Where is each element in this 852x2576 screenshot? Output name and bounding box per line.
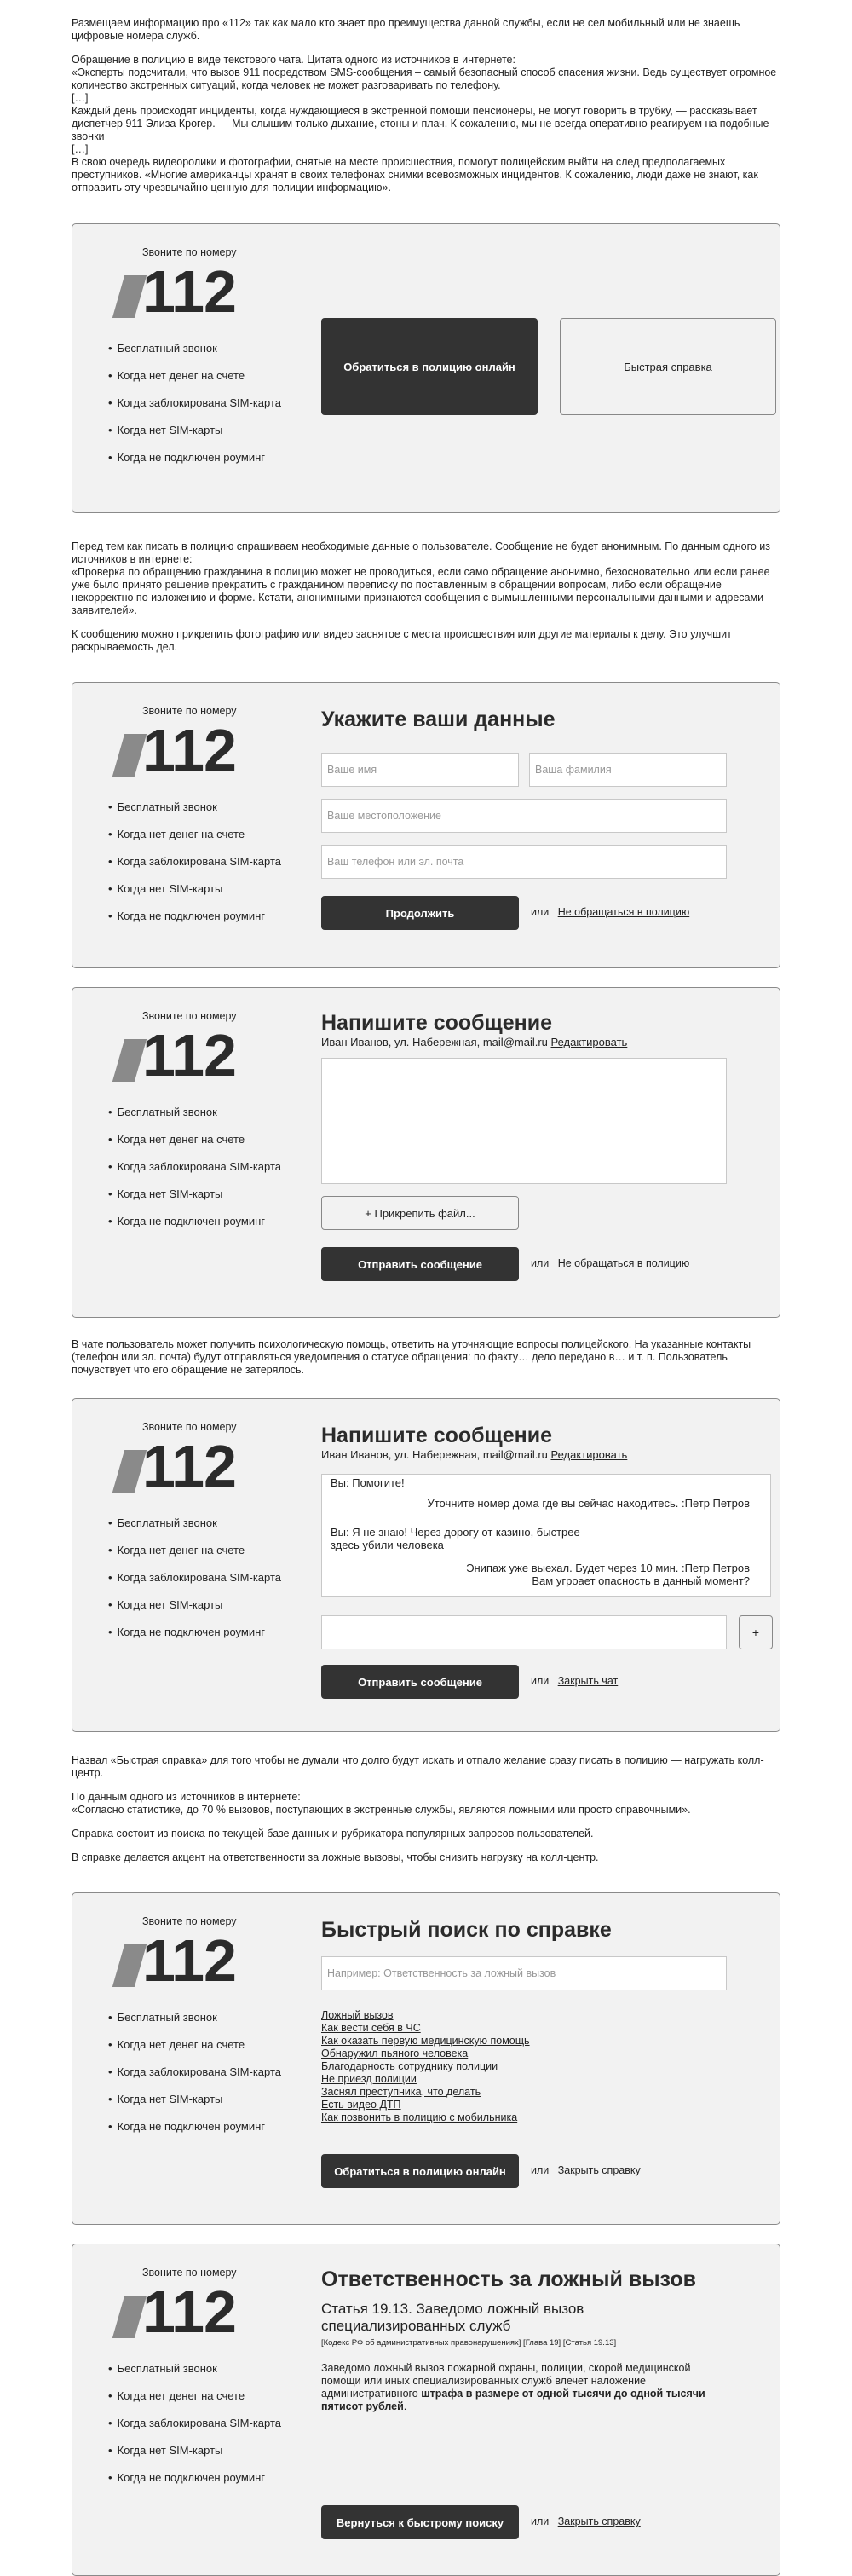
feature-item: • Когда заблокирована SIM-карта <box>108 1571 281 1598</box>
text-paragraph: «Проверка по обращению гражданина в полицию может не проводиться, если само обращение анонимно, безосновательно или если ранее уже было принято решение прекратить с гражданином переписку по поставленным в обращении вопросам, либо если обращение некорректно по изложению и форме. Кстати, анонимными признаются сообщения с вымышленными персональными данными и адресами заявителей». <box>72 566 770 616</box>
panel-title: Быстрый поиск по справке <box>321 1918 612 1942</box>
logo-112 <box>118 1022 246 1089</box>
article-body-end: . <box>403 2400 407 2412</box>
feature-item: • Когда нет SIM-карты <box>108 1187 281 1215</box>
logo-number: 112 <box>142 258 236 325</box>
article-body-bold: штрафа в размере от одной тысячи до одной тысячи пятисот рублей <box>321 2388 705 2412</box>
feature-item: • Когда заблокирована SIM-карта <box>108 2417 281 2444</box>
logo-number: 112 <box>142 1433 236 1499</box>
text-paragraph: В чате пользователь может получить психологическую помощь, ответить на уточняющие вопросы полицейского. На указанные контакты (телефон или эл. почта) будут отправляться уведомления о статусе обращения: по факту… дело передано в… и т. п. Пользователь почувствует что его обращение не затерялось. <box>72 1338 751 1376</box>
police-online-button[interactable]: Обратиться в полицию онлайн <box>321 318 538 415</box>
or-label: или <box>531 2164 550 2176</box>
intro-paragraph: Каждый день происходят инциденты, когда нуждающиеся в экстренной помощи пенсионеры, не могут говорить в трубку, — рассказывает диспетчер 911 Элиза Крогер. — Мы слышим только дыхание, стоны и плач. К сожалению, мы не всегда оперативно реагируем на подобные звонки <box>72 105 769 142</box>
help-topic-link[interactable]: Благодарность сотруднику полиции <box>321 2060 498 2072</box>
chat-message-user: Вы: Помогите! <box>331 1476 405 1489</box>
send-message-button[interactable]: Отправить сообщение <box>321 1247 519 1281</box>
logo-112 <box>118 1927 246 1994</box>
text-paragraph: К сообщению можно прикрепить фотографию или видео заснятое с места происшествия или другие материалы к делу. Это улучшит раскрываемость дел. <box>72 628 732 653</box>
feature-item: • Когда заблокирована SIM-карта <box>108 396 281 424</box>
help-topic-link[interactable]: Как позвонить в полицию с мобильника <box>321 2111 518 2123</box>
panel-chat <box>72 1398 780 1732</box>
send-message-button[interactable]: Отправить сообщение <box>321 1665 519 1699</box>
close-help-link[interactable]: Закрыть справку <box>557 2164 641 2176</box>
logo-112 <box>118 717 246 783</box>
panel-title: Напишите сообщение <box>321 1424 552 1447</box>
help-topic-link[interactable]: Заснял преступника, что делать <box>321 2086 481 2098</box>
help-topic-link[interactable]: Как вести себя в ЧС <box>321 2022 421 2034</box>
cancel-link[interactable]: Не обращаться в полицию <box>557 1257 690 1269</box>
logo-number: 112 <box>142 1022 236 1089</box>
location-input[interactable]: Ваше местоположение <box>321 799 727 833</box>
feature-list <box>108 800 281 937</box>
logo-number: 112 <box>142 2279 236 2345</box>
feature-item: • Бесплатный звонок <box>108 2362 281 2389</box>
feature-item: • Бесплатный звонок <box>108 1106 281 1133</box>
intro-paragraph: Размещаем информацию про «112» так как мало кто знает про преимущества данной службы, если не сел мобильный или не знаешь цифровые номера служб. <box>72 17 740 42</box>
logo-112 <box>118 258 246 325</box>
feature-list <box>108 342 281 478</box>
feature-item: • Когда нет денег на счете <box>108 1544 281 1571</box>
or-row <box>531 2164 641 2177</box>
text-paragraph: Справка состоит из поиска по текущей базе данных и рубрикатора популярных запросов пользователей. <box>72 1828 594 1840</box>
help-topic-link[interactable]: Обнаружил пьяного человека <box>321 2048 469 2059</box>
feature-item: • Когда нет денег на счете <box>108 2038 281 2065</box>
chat-message-user: Вы: Я не знаю! Через дорогу от казино, быстрее здесь убили человека <box>331 1526 580 1551</box>
feature-list <box>108 2362 281 2498</box>
user-info: Иван Иванов, ул. Набережная, mail@mail.ru <box>321 1448 548 1461</box>
feature-list <box>108 2011 281 2147</box>
logo-112 <box>118 2279 246 2345</box>
chat-input[interactable] <box>321 1615 727 1649</box>
help-topic-link[interactable]: Есть видео ДТП <box>321 2099 401 2111</box>
help-topic-link[interactable]: Как оказать первую медицинскую помощь <box>321 2035 530 2047</box>
logo-number: 112 <box>142 1927 236 1994</box>
feature-item: • Когда заблокирована SIM-карта <box>108 1160 281 1187</box>
panel-title: Ответственность за ложный вызов <box>321 2267 697 2291</box>
feature-item: • Когда нет SIM-карты <box>108 2093 281 2120</box>
text-paragraph: По данным одного из источников в интернете: <box>72 1791 301 1803</box>
user-info-row <box>321 1448 627 1461</box>
feature-list <box>108 1106 281 1242</box>
cancel-link[interactable]: Не обращаться в полицию <box>557 906 690 918</box>
intro-paragraph: «Эксперты подсчитали, что вызов 911 посредством SMS-сообщения – самый безопасный способ спасения жизни. Ведь существует огромное количество экстренных ситуаций, когда человек не может разговаривать по телефону. <box>72 66 777 91</box>
feature-item: • Когда нет денег на счете <box>108 2389 281 2417</box>
feature-item: • Бесплатный звонок <box>108 342 281 369</box>
panel-message <box>72 987 780 1318</box>
panel-user-data <box>72 682 780 968</box>
chat-description-text <box>72 1338 780 1377</box>
help-topics-list <box>321 2009 530 2124</box>
close-chat-link[interactable]: Закрыть чат <box>557 1675 619 1687</box>
or-row <box>531 906 689 919</box>
call-label: Звоните по номеру <box>142 1915 237 1927</box>
feature-item: • Когда нет SIM-карты <box>108 2444 281 2471</box>
article-body <box>321 2362 727 2413</box>
call-label: Звоните по номеру <box>142 1421 237 1433</box>
feature-item: • Когда нет SIM-карты <box>108 882 281 910</box>
or-label: или <box>531 2515 550 2527</box>
intro-paragraph: […] <box>72 92 89 104</box>
call-label: Звоните по номеру <box>142 1010 237 1022</box>
intro-text <box>72 17 780 194</box>
edit-link[interactable]: Редактировать <box>550 1036 628 1048</box>
feature-item: • Когда не подключен роуминг <box>108 451 281 478</box>
feature-item: • Когда нет денег на счете <box>108 828 281 855</box>
or-label: или <box>531 1257 550 1269</box>
article-breadcrumb: [Кодекс РФ об административных правонарушениях] [Глава 19] [Статья 19.13] <box>321 2338 617 2348</box>
user-info-row <box>321 1036 627 1048</box>
feature-item: • Когда заблокирована SIM-карта <box>108 2065 281 2093</box>
name-input[interactable]: Ваше имя <box>321 753 519 787</box>
police-online-button[interactable]: Обратиться в полицию онлайн <box>321 2154 519 2188</box>
feature-item: • Бесплатный звонок <box>108 2011 281 2038</box>
feature-item: • Когда заблокирована SIM-карта <box>108 855 281 882</box>
call-label: Звоните по номеру <box>142 246 237 258</box>
logo-number: 112 <box>142 717 236 783</box>
feature-item: • Когда нет SIM-карты <box>108 424 281 451</box>
close-help-link[interactable]: Закрыть справку <box>557 2515 641 2527</box>
help-topic-link[interactable]: Ложный вызов <box>321 2009 394 2021</box>
chat-message-officer: Уточните номер дома где вы сейчас находитесь. :Петр Петров <box>427 1497 750 1510</box>
intro-paragraph: В свою очередь видеоролики и фотографии, снятые на месте происшествия, помогут полицейским выйти на след предполагаемых преступников. «Многие американцы хранят в своих телефонах снимки всевозможных инцидентов. К сожалению, люди даже не знают, как отправить эту чрезвычайно ценную для полиции информацию». <box>72 156 758 193</box>
quick-help-button[interactable]: Быстрая справка <box>560 318 776 415</box>
panel-false-call <box>72 2244 780 2576</box>
panel-start <box>72 223 780 513</box>
chat-window[interactable] <box>321 1474 771 1597</box>
feature-item: • Когда нет SIM-карты <box>108 1598 281 1626</box>
or-row <box>531 2515 641 2528</box>
call-label: Звоните по номеру <box>142 2267 237 2279</box>
surname-input[interactable]: Ваша фамилия <box>529 753 727 787</box>
or-label: или <box>531 1675 550 1687</box>
or-row <box>531 1675 618 1688</box>
text-paragraph: Назвал «Быстрая справка» для того чтобы не думали что долго будут искать и отпало желание сразу писать в полицию — нагружать колл-центр. <box>72 1754 764 1779</box>
continue-button[interactable]: Продолжить <box>321 896 519 930</box>
back-to-search-button[interactable]: Вернуться к быстрому поиску <box>321 2505 519 2539</box>
feature-item: • Когда не подключен роуминг <box>108 2120 281 2147</box>
help-search-input[interactable]: Например: Ответственность за ложный вызов <box>321 1956 727 1990</box>
user-info: Иван Иванов, ул. Набережная, mail@mail.ru <box>321 1036 548 1048</box>
feature-item: • Когда нет денег на счете <box>108 369 281 396</box>
panel-title: Укажите ваши данные <box>321 708 556 731</box>
description-text <box>72 540 780 654</box>
call-label: Звоните по номеру <box>142 705 237 717</box>
feature-item: • Когда не подключен роуминг <box>108 910 281 937</box>
feature-item: • Когда нет денег на счете <box>108 1133 281 1160</box>
edit-link[interactable]: Редактировать <box>550 1448 628 1461</box>
article-body-text: Заведомо ложный вызов пожарной охраны, полиции, скорой медицинской помощи или иных специализированных служб влечет наложение административного <box>321 2362 691 2400</box>
message-textarea[interactable] <box>321 1058 727 1184</box>
article-title: Статья 19.13. Заведомо ложный вызов специализированных служб <box>321 2301 584 2334</box>
intro-paragraph: Обращение в полицию в виде текстового чата. Цитата одного из источников в интернете: <box>72 54 515 66</box>
text-paragraph: Перед тем как писать в полицию спрашиваем необходимые данные о пользователе. Сообщение не будет анонимным. По данным одного из источников в интернете: <box>72 540 771 565</box>
text-paragraph: В справке делается акцент на ответственности за ложные вызовы, чтобы снизить нагрузку на колл-центр. <box>72 1851 599 1863</box>
feature-item: • Когда не подключен роуминг <box>108 1215 281 1242</box>
help-description-text <box>72 1754 780 1864</box>
panel-title: Напишите сообщение <box>321 1011 552 1035</box>
chat-message-officer: Энипаж уже выехал. Будет через 10 мин. :Петр Петров Вам угроает опасность в данный момент? <box>466 1562 750 1587</box>
add-attachment-button[interactable]: + <box>739 1615 773 1649</box>
feature-item: • Когда не подключен роуминг <box>108 1626 281 1653</box>
feature-item: • Когда не подключен роуминг <box>108 2471 281 2498</box>
feature-item: • Бесплатный звонок <box>108 800 281 828</box>
logo-112 <box>118 1433 246 1499</box>
contact-input[interactable]: Ваш телефон или эл. почта <box>321 845 727 879</box>
intro-paragraph: […] <box>72 143 89 155</box>
help-topic-link[interactable]: Не приезд полиции <box>321 2073 417 2085</box>
feature-list <box>108 1516 281 1653</box>
feature-item: • Бесплатный звонок <box>108 1516 281 1544</box>
text-paragraph: «Согласно статистике, до 70 % вызовов, поступающих в экстренные службы, являются ложными или просто справочными». <box>72 1804 691 1816</box>
panel-quick-search <box>72 1892 780 2225</box>
or-row <box>531 1257 689 1270</box>
or-label: или <box>531 906 550 918</box>
attach-file-button[interactable]: + Прикрепить файл... <box>321 1196 519 1230</box>
